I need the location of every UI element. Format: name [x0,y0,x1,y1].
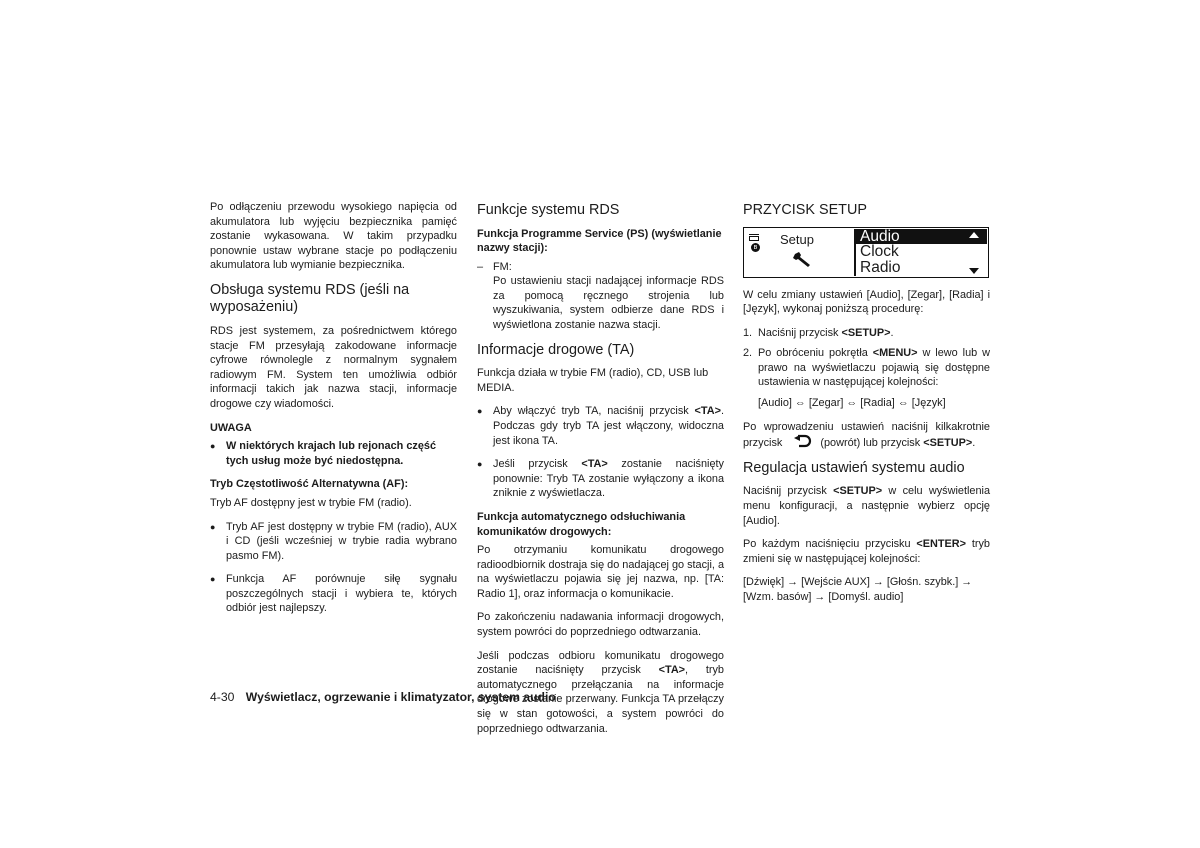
text: Naciśnij przycisk [743,485,834,498]
text: w celu wyświetlenia menu konfiguracji, a następnie wybierz opcję [Audio]. [743,485,990,527]
menu-item-radio: Radio [860,258,901,276]
text: . [972,437,976,450]
text: Jeśli przycisk [493,458,582,471]
step-number: 1. [743,326,753,339]
heading-ps: Funkcja Programme Service (PS) (wyświetlanie nazwy stacji): [477,227,722,255]
back-icon [792,434,812,448]
text: w lewo lub w prawo na wyświetlaczu pojawią się dostępne ustawienia w następującej kolejności: [758,347,990,389]
heading-rds-functions: Funkcje systemu RDS [477,202,620,218]
bullet-af-1: ● Tryb AF jest dostępny w trybie FM (radio), AUX i CD (jeśli wcześniej w trybie radia wybrano pasmo FM). [210,520,457,564]
paragraph-audio-1 [743,484,990,528]
setup-order: [Audio] ⇔ [Zegar] ⇔ [Radia] ⇔ [Język] [758,397,946,410]
text: , tryb automatycznego przełączania na informacje drogowe zostanie przerwany. Funkcja TA przełączy się w stan gotowości, a system powróci do poprzedniego odtwarzania. [477,664,724,735]
key-setup: <SETUP> [923,437,973,450]
display-title: Setup [780,231,814,247]
text: Po każdym naciśnięciu przycisku [743,538,917,551]
page-footer [210,690,556,704]
menu-item-clock: Clock [860,243,899,260]
heading-uwaga: UWAGA [210,421,252,434]
text: . [890,326,894,339]
paragraph-rds-intro: RDS jest systemem, za pośrednictwem którego stacje FM przesyłają zakodowane informacje cyfrowe równolegle z normalnym sygnałem radiowym FM. System ten umożliwia odbiór informacji takich jak nazwa stacji, informacje drogowe czy wiadomości. [210,324,457,410]
heading-af-mode: Tryb Częstotliwość Alternatywna (AF): [210,478,409,491]
display-left-panel [744,228,854,277]
step-2 [743,346,990,390]
display-menu [854,229,987,276]
column-left [210,200,457,625]
key-setup: <SETUP> [833,485,883,498]
signal-icon [749,230,759,242]
dash-item-fm-label: FM: [493,260,512,273]
step-1 [743,326,990,341]
page-number: 4-30 [210,690,235,704]
paragraph-fm: Po ustawieniu stacji nadającej informacje RDS za pomocą ręcznego strojenia lub wyszukiwania, system odbierze dane RDS i wyświetlona zostanie nazwa stacji. [493,275,724,332]
key-ta: <TA> [658,664,686,677]
scroll-down-icon [969,268,979,274]
footer-title: Wyświetlacz, ogrzewanie i klimatyzator, system audio [245,690,556,704]
column-right [743,200,990,614]
text: (powrót) lub przycisk [820,437,924,450]
bullet-af-2: ● Funkcja AF porównuje siłę sygnału poszczególnych stacji i wybiera te, których odbiór jest najlepszy. [210,572,457,616]
heading-audio-settings: Regulacja ustawień systemu audio [743,459,965,476]
heading-setup-button: PRZYCISK SETUP [743,202,867,218]
key-ta: <TA> [581,458,608,471]
text: Po obróceniu pokrętła [758,347,873,360]
key-enter: <ENTER> [916,538,967,551]
paragraph-ta: Funkcja działa w trybie FM (radio), CD, USB lub MEDIA. [477,367,709,394]
heading-auto-ta: Funkcja automatycznego odsłuchiwania komunikatów drogowych: [477,510,686,538]
wrench-icon [792,250,814,268]
bluetooth-icon: ʙ [751,243,760,252]
paragraph-setup-intro: W celu zmiany ustawień [Audio], [Zegar], [Radia] i [Język], wykonaj poniższą procedurę: [743,288,990,316]
paragraph-auto-1: Po otrzymaniu komunikatu drogowego radioodbiornik dostraja się do nadającej go stacji, a na wyświetlaczu pojawia się jej nazwa, np. [TA: Radio 1], oraz informacja o komunikacie. [477,544,725,600]
setup-display-illustration [743,227,989,278]
text: Naciśnij przycisk [758,326,842,339]
text: . Podczas gdy tryb TA jest włączony, widoczna jest ikona TA. [493,405,724,447]
key-setup: <SETUP> [841,326,891,339]
text: tryb zmieni się w następującej kolejności: [743,538,990,565]
paragraph-af: Tryb AF dostępny jest w trybie FM (radio). [210,496,412,509]
menu-item-audio: Audio [856,229,987,245]
bullet-ta-1 [477,404,724,448]
paragraph-audio-order: [Dźwięk] → [Wejście AUX] → [Głośn. szybk.] → [Wzm. basów] → [Domyśl. audio] [743,576,973,603]
scroll-up-icon [969,232,979,238]
paragraph-auto-2: Po zakończeniu nadawania informacji drogowych, system powróci do poprzedniego odtwarzania. [477,611,724,639]
text: Jeśli podczas odbioru komunikatu drogowego zostanie naciśnięty przycisk [477,649,724,677]
paragraph-memory: Po odłączeniu przewodu wysokiego napięcia od akumulatora lub wyjęciu bezpiecznika pamięć zostanie wykasowana. W takim przypadku ponownie ustaw wybrane stacje po podłączeniu akumulatora lub wymianie bezpiecznika. [210,201,457,272]
bullet-warning: ● W niektórych krajach lub rejonach część tych usług może być niedostępna. [210,439,457,468]
bullet-ta-2 [477,457,724,501]
column-middle [477,200,724,745]
paragraph-audio-2 [743,537,990,566]
text: zostanie naciśnięty ponownie: Tryb TA zostanie wyłączony a ikona zniknie z wyświetlacza. [493,458,724,500]
dash-item-fm [477,260,724,275]
text: Po wprowadzeniu ustawień naciśnij kilkakrotnie przycisk [743,420,990,450]
key-menu: <MENU> [872,347,918,360]
key-ta: <TA> [694,405,721,418]
heading-ta: Informacje drogowe (TA) [477,341,635,358]
heading-rds-operation: Obsługa systemu RDS (jeśli na wyposażeniu) [210,281,410,316]
paragraph-after-setup [743,420,990,451]
step-number: 2. [743,347,753,360]
dash-mark: – [477,260,484,273]
text: Aby włączyć tryb TA, naciśnij przycisk [493,405,695,418]
